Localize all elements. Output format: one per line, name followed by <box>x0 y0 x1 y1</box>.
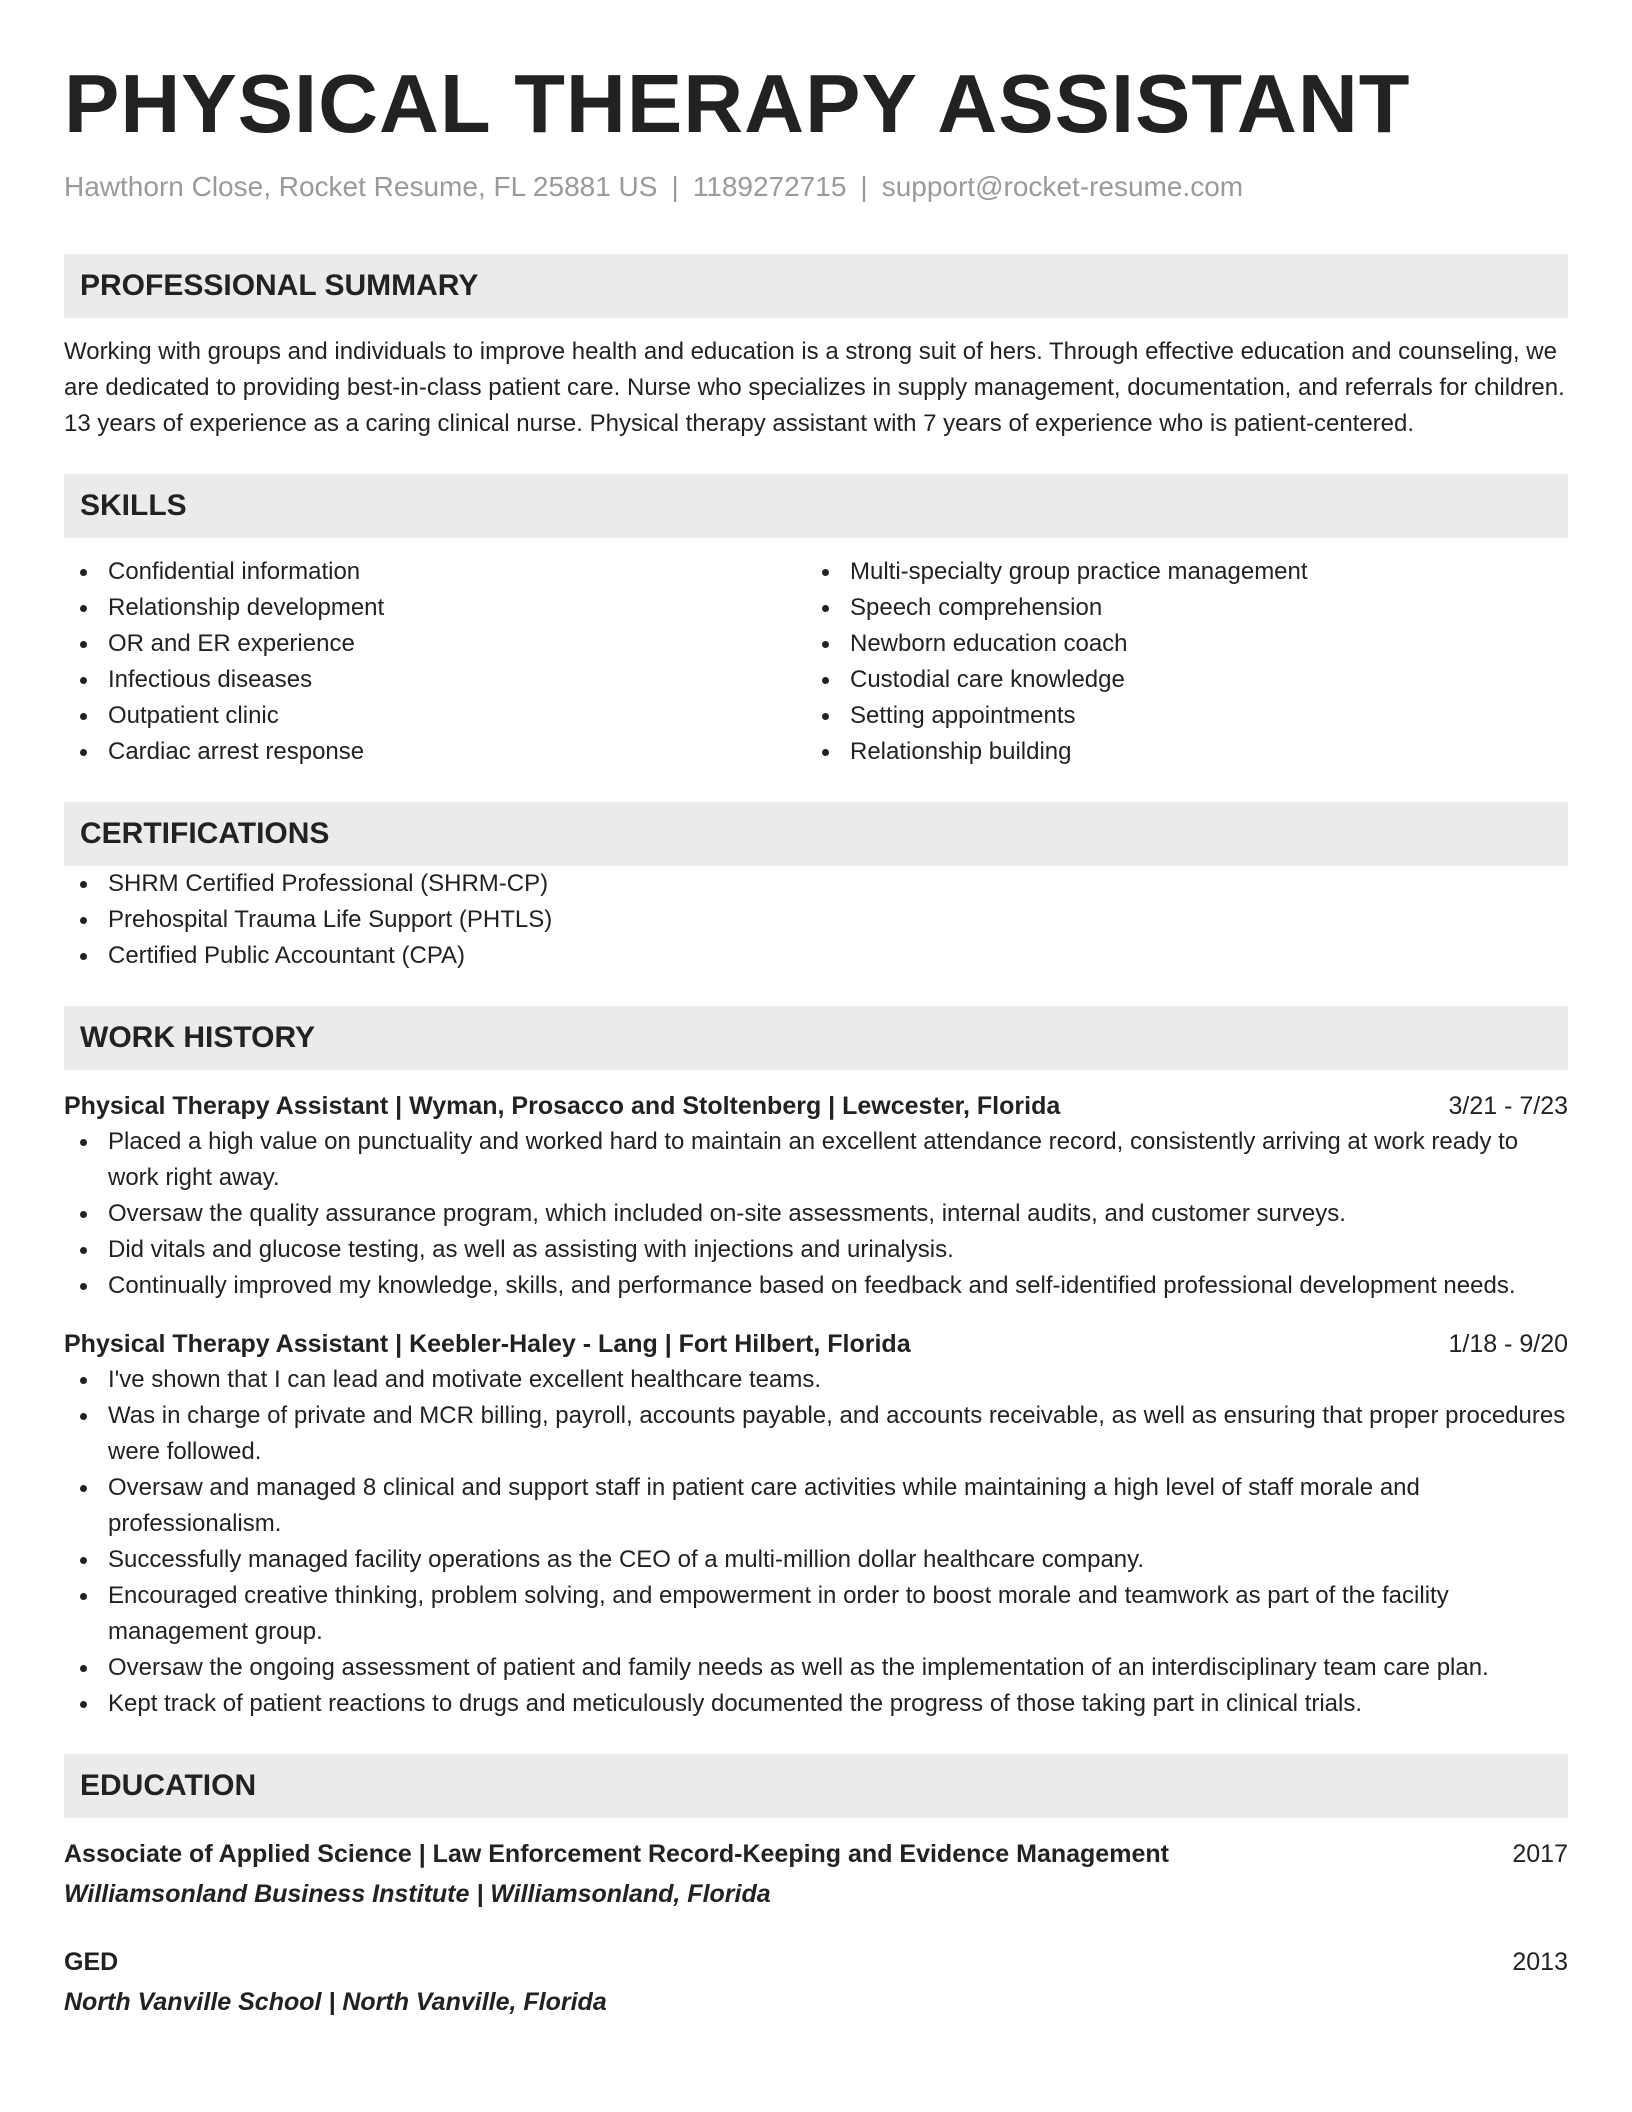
education-school: Williamsonland Business Institute | Williamsonland, Florida <box>64 1880 771 1908</box>
education-school: North Vanville School | North Vanville, Florida <box>64 1988 607 2016</box>
section-header-skills: SKILLS <box>64 474 1568 538</box>
contact-email[interactable]: support@rocket-resume.com <box>881 171 1244 202</box>
education-degree: GED <box>64 1948 119 1976</box>
contact-address: Hawthorn Close, Rocket Resume, FL 25881 US <box>64 171 658 202</box>
education-year: 2013 <box>1512 1948 1568 1976</box>
job-bullets <box>64 1362 1568 1722</box>
skill-item: Outpatient clinic <box>64 698 806 734</box>
skill-item: Cardiac arrest response <box>64 734 806 770</box>
education-degree: Associate of Applied Science | Law Enforcement Record-Keeping and Evidence Management <box>64 1840 1169 1868</box>
skills-list-right <box>806 554 1548 770</box>
contact-phone: 1189272715 <box>692 171 847 202</box>
contact-line <box>64 170 1568 204</box>
skill-item: Relationship development <box>64 590 806 626</box>
skill-item: OR and ER experience <box>64 626 806 662</box>
job-entry <box>64 1088 1568 1304</box>
job-bullet: Successfully managed facility operations as the CEO of a multi-million dollar healthcare company. <box>64 1542 1568 1578</box>
skills-list-left <box>64 554 806 770</box>
skill-item: Newborn education coach <box>806 626 1548 662</box>
section-header-work-history: WORK HISTORY <box>64 1006 1568 1070</box>
job-header <box>64 1326 1568 1362</box>
education-header <box>64 1836 1568 1872</box>
section-header-certifications: CERTIFICATIONS <box>64 802 1568 866</box>
job-bullet: Was in charge of private and MCR billing, payroll, accounts payable, and accounts receivable, as well as ensuring that proper procedures were followed. <box>64 1398 1568 1470</box>
job-header <box>64 1088 1568 1124</box>
section-header-summary: PROFESSIONAL SUMMARY <box>64 254 1568 318</box>
job-bullet: I've shown that I can lead and motivate excellent healthcare teams. <box>64 1362 1568 1398</box>
job-bullet: Did vitals and glucose testing, as well as assisting with injections and urinalysis. <box>64 1232 1568 1268</box>
job-bullet: Continually improved my knowledge, skills, and performance based on feedback and self-identified professional development needs. <box>64 1268 1568 1304</box>
job-bullet: Encouraged creative thinking, problem solving, and empowerment in order to boost morale and teamwork as part of the facility management group. <box>64 1578 1568 1650</box>
skill-item: Relationship building <box>806 734 1548 770</box>
education-entry <box>64 1836 1568 1912</box>
job-dates: 3/21 - 7/23 <box>1448 1092 1568 1120</box>
skills-column-left <box>64 554 806 770</box>
certification-item: SHRM Certified Professional (SHRM-CP) <box>64 866 1568 902</box>
section-header-education: EDUCATION <box>64 1754 1568 1818</box>
skill-item: Custodial care knowledge <box>806 662 1548 698</box>
job-entry <box>64 1326 1568 1722</box>
certification-item: Certified Public Accountant (CPA) <box>64 938 1568 974</box>
education-entry <box>64 1944 1568 2020</box>
certifications-list <box>64 866 1568 974</box>
job-bullet: Placed a high value on punctuality and worked hard to maintain an excellent attendance record, consistently arriving at work ready to work right away. <box>64 1124 1568 1196</box>
skill-item: Multi-specialty group practice management <box>806 554 1548 590</box>
job-bullets <box>64 1124 1568 1304</box>
job-dates: 1/18 - 9/20 <box>1448 1330 1568 1358</box>
job-bullet: Oversaw the quality assurance program, which included on-site assessments, internal audits, and customer surveys. <box>64 1196 1568 1232</box>
skill-item: Infectious diseases <box>64 662 806 698</box>
job-bullet: Kept track of patient reactions to drugs and meticulously documented the progress of those taking part in clinical trials. <box>64 1686 1568 1722</box>
job-heading: Physical Therapy Assistant | Keebler-Haley - Lang | Fort Hilbert, Florida <box>64 1330 911 1358</box>
job-heading: Physical Therapy Assistant | Wyman, Prosacco and Stoltenberg | Lewcester, Florida <box>64 1092 1061 1120</box>
skill-item: Speech comprehension <box>806 590 1548 626</box>
skill-item: Setting appointments <box>806 698 1548 734</box>
certification-item: Prehospital Trauma Life Support (PHTLS) <box>64 902 1568 938</box>
education-year: 2017 <box>1512 1840 1568 1868</box>
education-header <box>64 1944 1568 1980</box>
job-bullet: Oversaw and managed 8 clinical and support staff in patient care activities while maintaining a high level of staff morale and professionalism. <box>64 1470 1568 1542</box>
contact-separator: | <box>671 171 679 202</box>
contact-separator: | <box>860 171 868 202</box>
skill-item: Confidential information <box>64 554 806 590</box>
skills-columns <box>64 554 1568 770</box>
summary-text: Working with groups and individuals to improve health and education is a strong suit of hers. Through effective education and counseling, we are dedicated to providing best-in-class patient care. Nurse who specializes in supply management, documentation, and referrals for children. 13 years of experience as a caring clinical nurse. Physical therapy assistant with 7 years of experience who is patient-centered. <box>64 338 1565 437</box>
job-bullet: Oversaw the ongoing assessment of patient and family needs as well as the implementation of an interdisciplinary team care plan. <box>64 1650 1568 1686</box>
skills-column-right <box>806 554 1548 770</box>
candidate-title: PHYSICAL THERAPY ASSISTANT <box>64 57 1411 150</box>
